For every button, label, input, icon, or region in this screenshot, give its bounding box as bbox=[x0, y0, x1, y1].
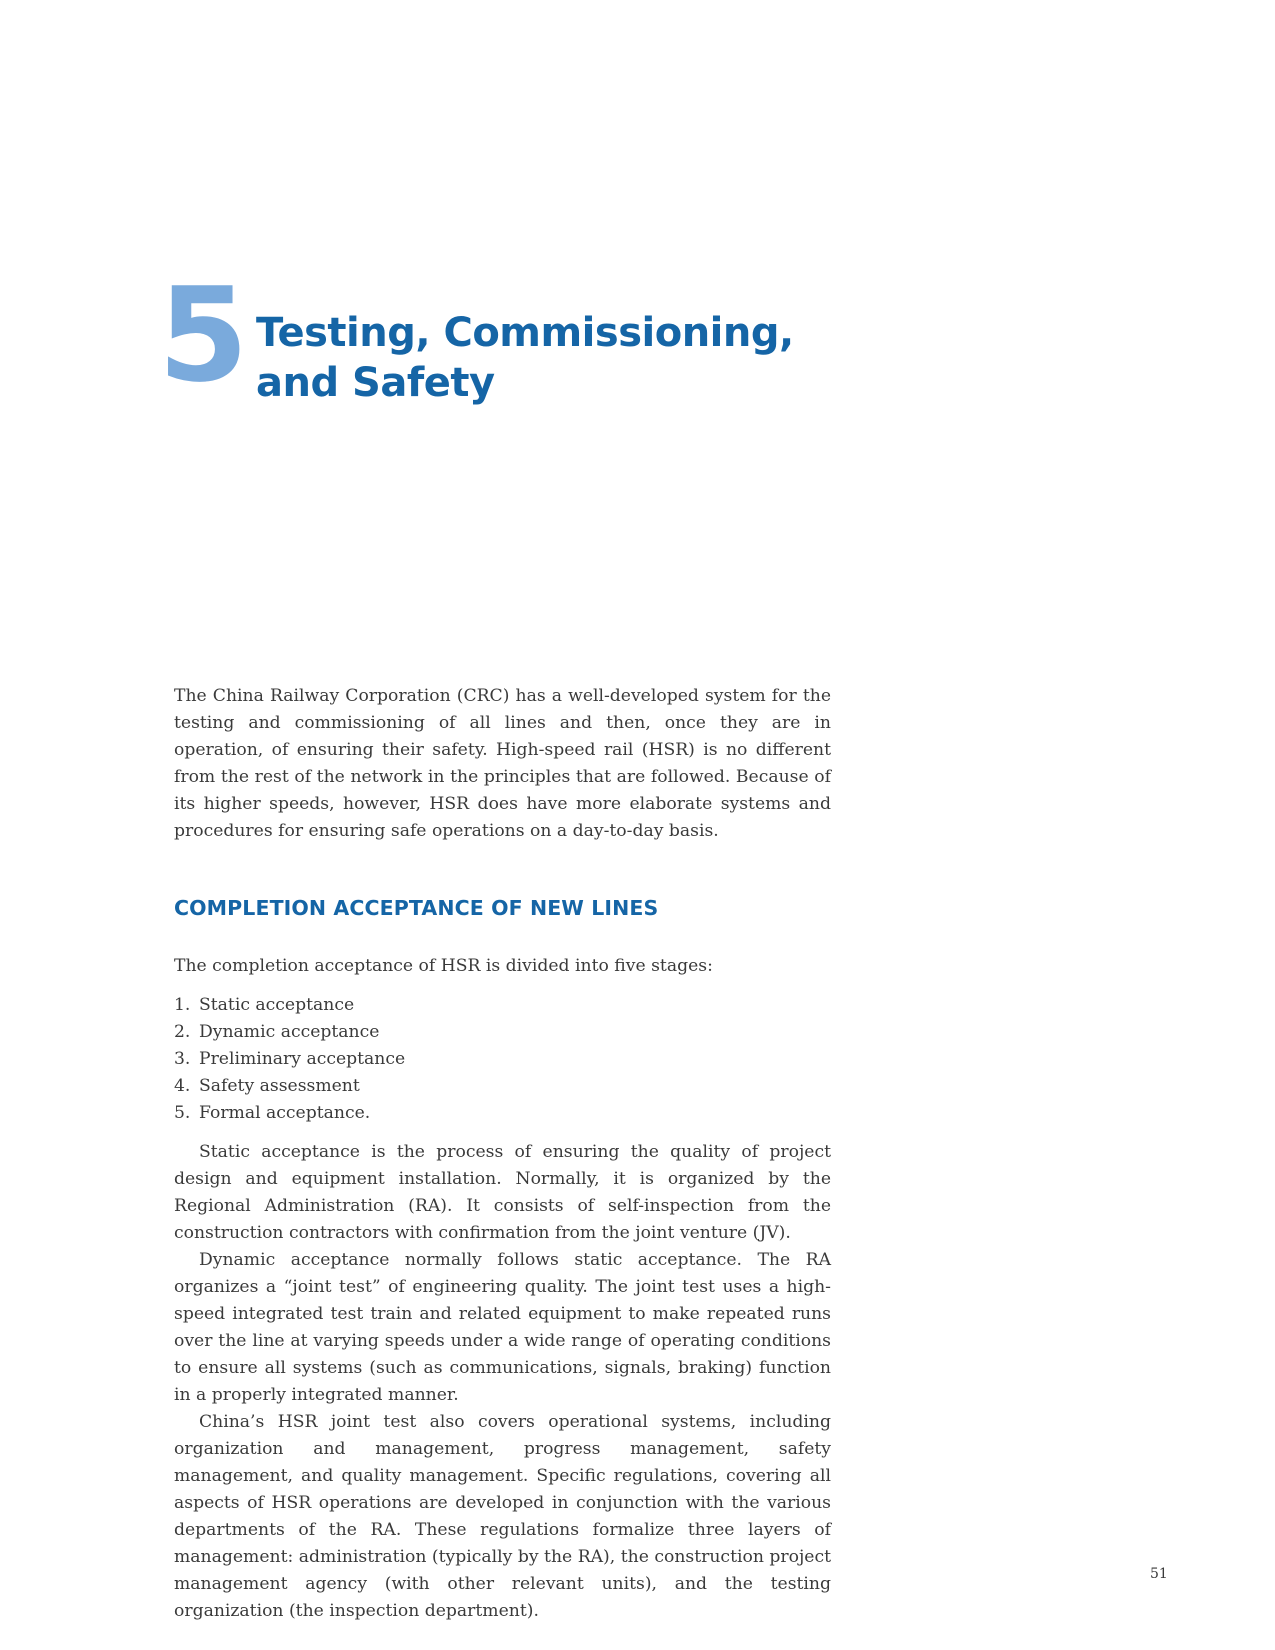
chapter-number: 5 bbox=[158, 259, 247, 411]
body-paragraph-static-acceptance: Static acceptance is the process of ensuring the quality of project design and equipment installation. Normally, it is organized by the Regional Administration (RA). It consists of self-inspection from the construction contractors with confirmation from the joint venture (JV). bbox=[174, 1142, 831, 1243]
body-paragraph-joint-test: China’s HSR joint test also covers operational systems, including organization and management, progress management, safety management, and quality management. Specific regulations, covering all aspects of HSR operations are developed in conjunction with the various departments of the RA. These regulations formalize three layers of management: administration (typically by the RA), the construction project management agency (with other relevant units), and the testing organization (the inspection department). bbox=[174, 1412, 831, 1621]
stage-number: 2. bbox=[174, 1022, 191, 1042]
stage-label: Safety assessment bbox=[199, 1076, 360, 1096]
stage-number: 4. bbox=[174, 1076, 191, 1096]
stage-list-item bbox=[174, 992, 831, 1019]
body-paragraph-dynamic-acceptance: Dynamic acceptance normally follows static acceptance. The RA organizes a “joint test” of engineering quality. The joint test uses a high-speed integrated test train and related equipment to make repeated runs over the line at varying speeds under a wide range of operating conditions to ensure all systems (such as communications, signals, braking) function in a properly integrated manner. bbox=[174, 1250, 831, 1405]
stage-number: 5. bbox=[174, 1103, 191, 1123]
stage-list-item bbox=[174, 1073, 831, 1100]
stage-list-item bbox=[174, 1019, 831, 1046]
intro-paragraph: The China Railway Corporation (CRC) has a well-developed system for the testing and commissioning of all lines and then, once they are in operation, of ensuring their safety. High-speed rail (HSR) is no different from the rest of the network in the principles that are followed. Because of its higher speeds, however, HSR does have more elaborate systems and procedures for ensuring safe operations on a day-to-day basis. bbox=[174, 686, 831, 841]
chapter-title-line-2: and Safety bbox=[256, 360, 495, 406]
section-heading: COMPLETION ACCEPTANCE OF NEW LINES bbox=[174, 896, 659, 920]
stage-label: Preliminary acceptance bbox=[199, 1049, 406, 1069]
chapter-title-line-1: Testing, Commissioning, bbox=[256, 310, 794, 356]
stages-lead-paragraph: The completion acceptance of HSR is divided into five stages: bbox=[174, 956, 713, 976]
chapter-title bbox=[256, 308, 876, 408]
page-number: 51 bbox=[1150, 1566, 1168, 1582]
stage-label: Dynamic acceptance bbox=[199, 1022, 380, 1042]
stage-label: Static acceptance bbox=[199, 995, 355, 1015]
stage-label: Formal acceptance. bbox=[199, 1103, 371, 1123]
stage-list-item bbox=[174, 1100, 831, 1127]
stage-number: 1. bbox=[174, 995, 191, 1015]
stage-list-item bbox=[174, 1046, 831, 1073]
body-content bbox=[174, 683, 831, 1625]
stage-list bbox=[174, 992, 831, 1127]
stage-number: 3. bbox=[174, 1049, 191, 1069]
